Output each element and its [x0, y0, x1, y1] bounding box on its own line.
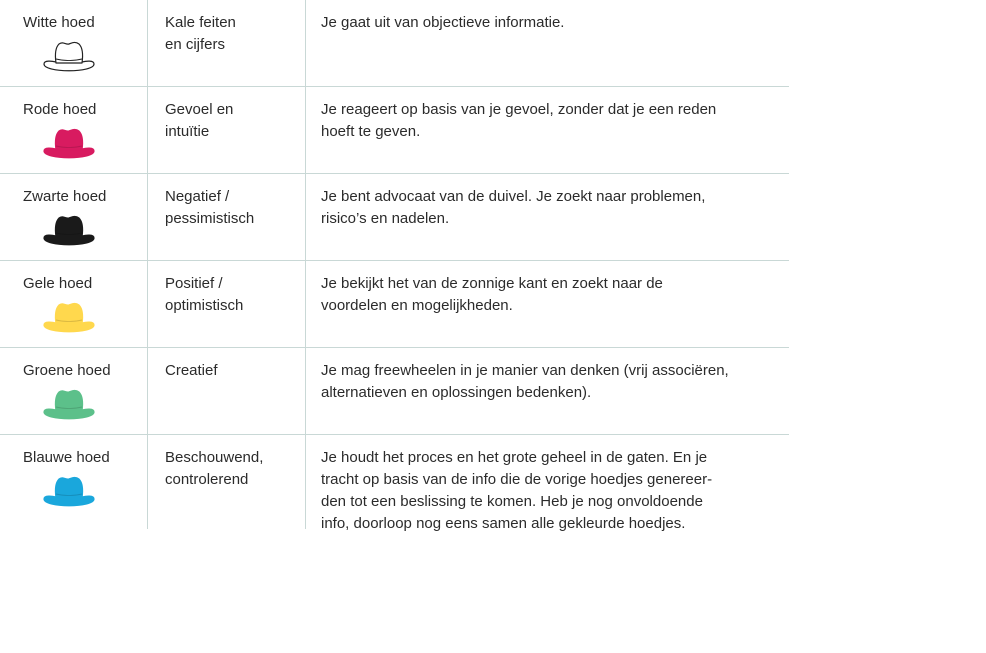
hat-description: Je reageert op basis van je gevoel, zonder dat je een reden hoeft te geven.	[321, 101, 717, 140]
green-hat-icon	[42, 388, 96, 424]
description-cell	[306, 348, 789, 434]
table-row-blue-hat	[0, 435, 789, 532]
table-row-yellow-hat	[0, 261, 789, 348]
trait-cell	[148, 261, 306, 347]
hat-name: Blauwe hoed	[23, 449, 110, 466]
black-hat-icon	[42, 214, 96, 250]
hat-cell	[0, 87, 148, 173]
blue-hat-icon	[42, 475, 96, 511]
hat-trait: Beschouwend, controlerend	[165, 449, 264, 488]
hat-name: Zwarte hoed	[23, 188, 107, 205]
white-hat-icon	[42, 40, 96, 76]
description-cell	[306, 0, 789, 86]
description-cell	[306, 87, 789, 173]
hat-description: Je bekijkt het van de zonnige kant en zoekt naar de voordelen en mogelijkheden.	[321, 275, 663, 314]
hat-name: Witte hoed	[23, 14, 95, 31]
hat-name: Gele hoed	[23, 275, 93, 292]
hat-cell	[0, 261, 148, 347]
hat-cell	[0, 174, 148, 260]
table-row-black-hat	[0, 174, 789, 261]
table-row-green-hat	[0, 348, 789, 435]
hat-description: Je bent advocaat van de duivel. Je zoekt naar problemen, risico’s en nadelen.	[321, 188, 706, 227]
hat-trait: Creatief	[165, 362, 218, 379]
hat-trait: Kale feiten en cijfers	[165, 14, 236, 53]
hat-trait: Negatief / pessimistisch	[165, 188, 255, 227]
yellow-hat-icon	[42, 301, 96, 337]
red-hat-icon	[42, 127, 96, 163]
trait-cell	[148, 87, 306, 173]
description-cell	[306, 261, 789, 347]
trait-cell	[148, 0, 306, 86]
hat-trait: Gevoel en intuïtie	[165, 101, 234, 140]
hat-name: Rode hoed	[23, 101, 97, 118]
table-row-white-hat	[0, 0, 789, 87]
trait-cell	[148, 348, 306, 434]
hat-cell	[0, 348, 148, 434]
hat-name: Groene hoed	[23, 362, 111, 379]
hat-description: Je mag freewheelen in je manier van denken (vrij associëren, alternatieven en oplossingen bedenken).	[321, 362, 729, 401]
hat-cell	[0, 0, 148, 86]
hat-trait: Positief / optimistisch	[165, 275, 244, 314]
description-cell	[306, 174, 789, 260]
trait-cell	[148, 174, 306, 260]
hat-description: Je houdt het proces en het grote geheel in de gaten. En je tracht op basis van de info die de vorige hoedjes genereer- den tot een beslissing te komen. Heb je nog onvoldoende info, doorloop nog eens samen alle gekleurde hoedjes.	[321, 449, 713, 532]
hat-description: Je gaat uit van objectieve informatie.	[321, 14, 565, 31]
table-row-red-hat	[0, 87, 789, 174]
hat-cell	[0, 435, 148, 529]
trait-cell	[148, 435, 306, 529]
description-cell	[306, 435, 789, 532]
